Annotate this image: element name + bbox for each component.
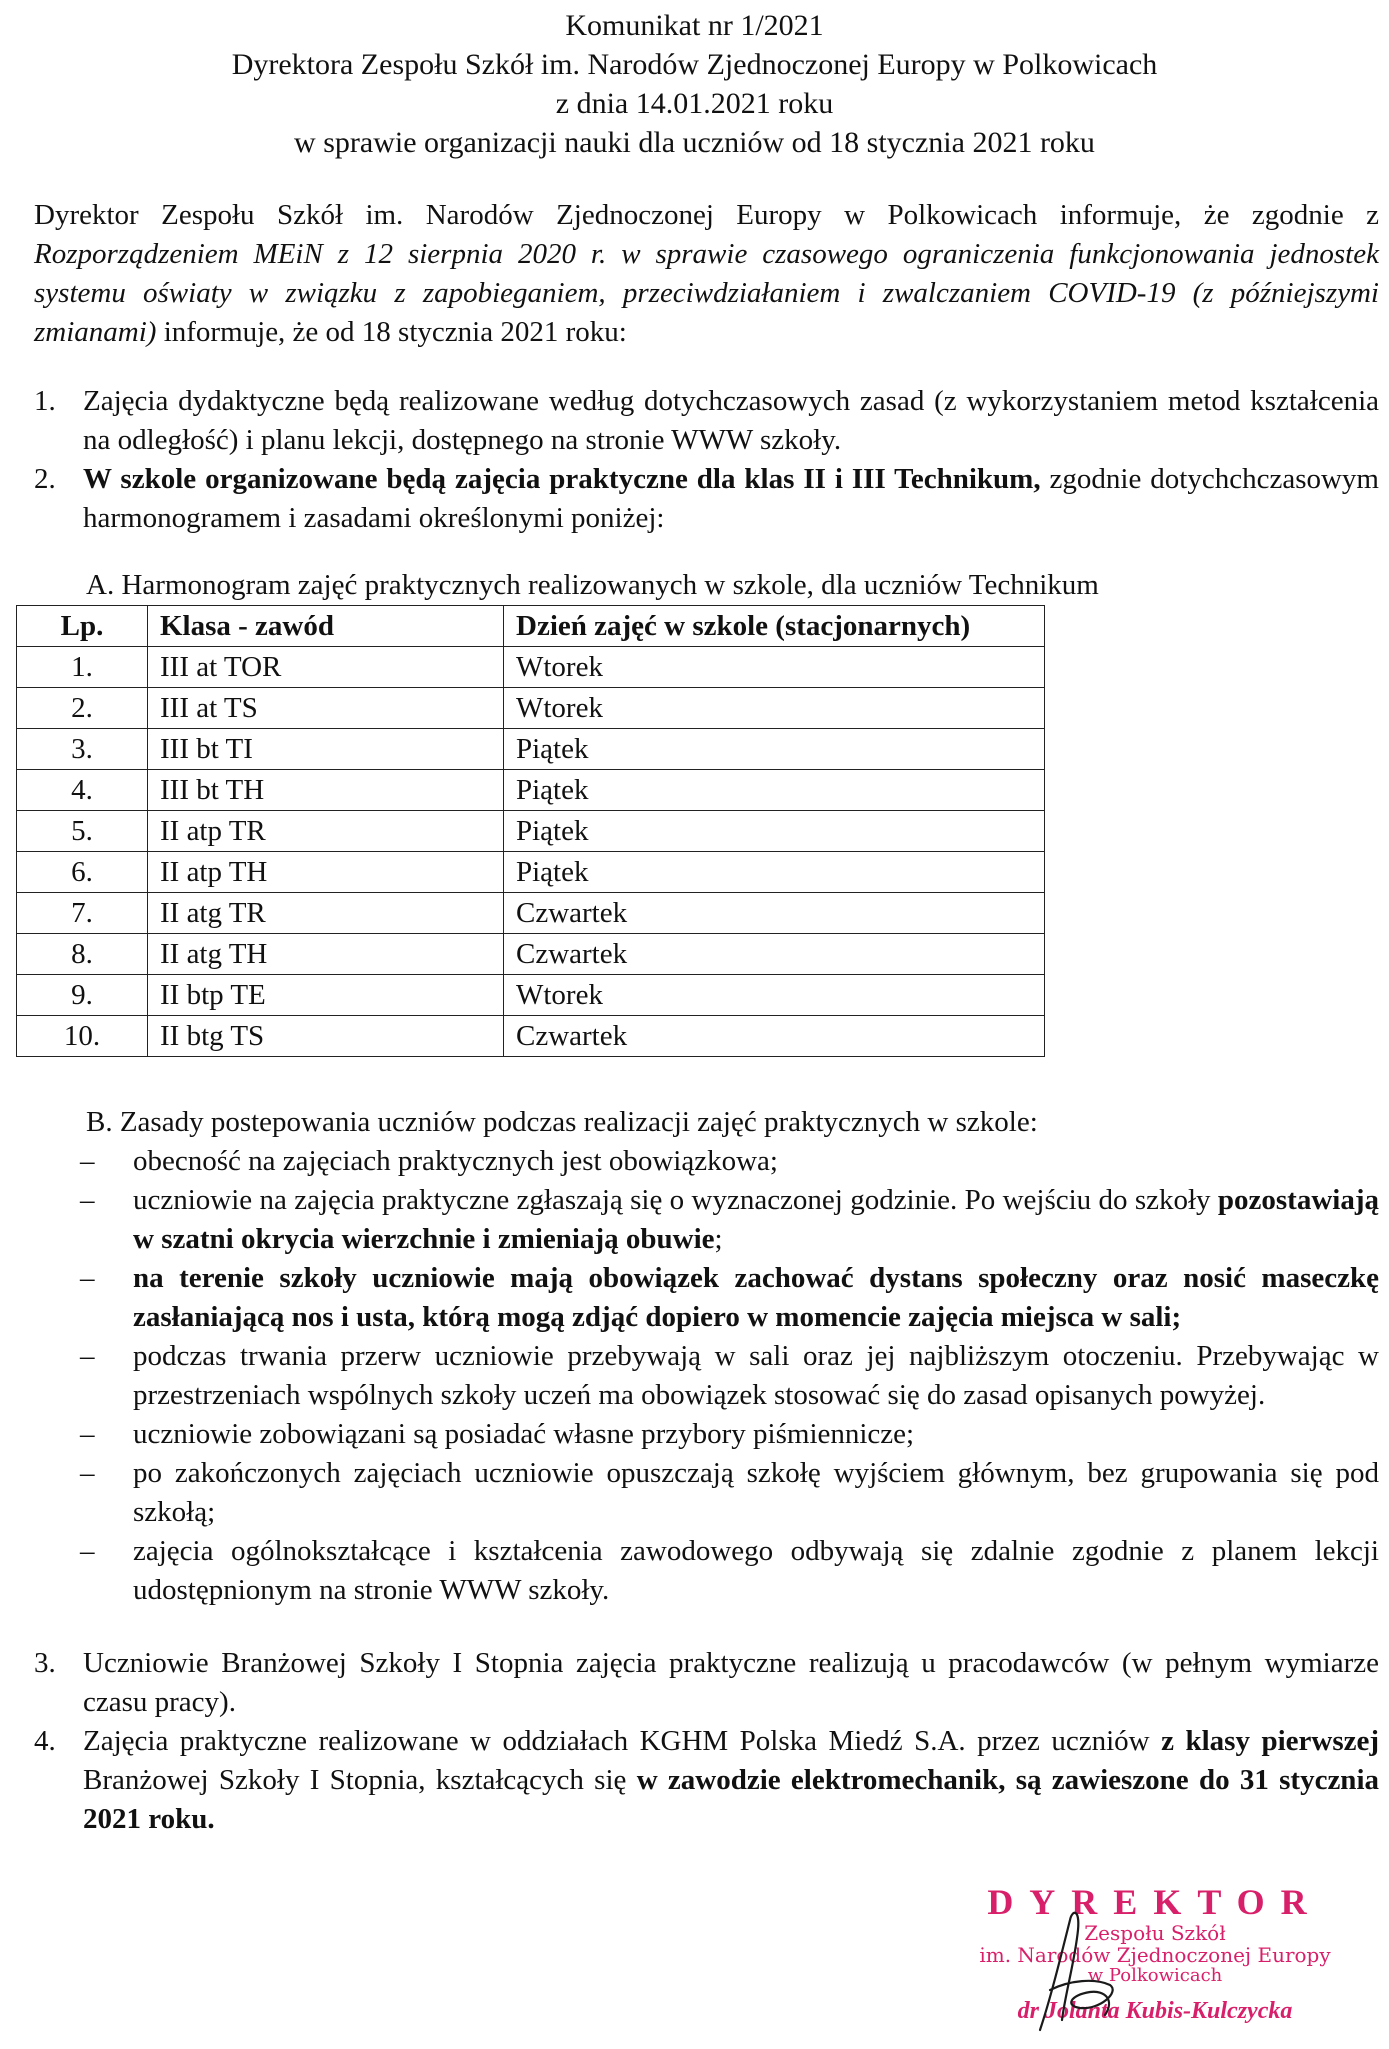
cell-class: III at TS (148, 688, 504, 729)
list-text: zgodnie dotychchczasowym harmonogramem i zasadami określonymi poniżej: (83, 463, 1379, 534)
dash-bullet: – (80, 1262, 95, 1294)
cell-day: Wtorek (504, 647, 1045, 688)
cell-class: III bt TH (148, 770, 504, 811)
cell-day: Piątek (504, 770, 1045, 811)
rule-text-bold: na terenie szkoły uczniowie mają obowiązek zachować dystans społeczny oraz nosić maseczkę zasłaniającą nos i usta, którą mogą zdjąć dopiero w momencie zajęcia miejsca w sali; (133, 1262, 1379, 1333)
intro-text-end: informuje, że od 18 stycznia 2021 roku: (156, 316, 627, 348)
cell-lp: 5. (17, 811, 148, 852)
table-row (17, 811, 1045, 852)
cell-day: Wtorek (504, 975, 1045, 1016)
rule-item (80, 1259, 1379, 1337)
list-item-3 (34, 1644, 1379, 1722)
col-header-class: Klasa - zawód (148, 606, 504, 647)
intro-text-start: Dyrektor Zespołu Szkół im. Narodów Zjednoczonej Europy w Polkowicach informuje, że zgodnie z (34, 199, 1379, 231)
table-row (17, 647, 1045, 688)
cell-class: II atg TR (148, 893, 504, 934)
cell-day: Piątek (504, 811, 1045, 852)
table-row (17, 893, 1045, 934)
stamp-line-city: w Polkowicach (1087, 1965, 1223, 1986)
list-item-4 (34, 1722, 1379, 1839)
list-text: Branżowej Szkoły I Stopnia, kształcących się (83, 1764, 637, 1796)
dash-bullet: – (80, 1340, 95, 1372)
list-text: Zajęcia praktyczne realizowane w oddziałach KGHM Polska Miedź S.A. przez uczniów (83, 1725, 1162, 1757)
rule-item (80, 1142, 1379, 1181)
stamp-line-name: im. Narodów Zjednoczonej Europy (979, 1943, 1331, 1967)
stamp-director-name: dr Jolanta Kubis-Kulczycka (1017, 1998, 1293, 2024)
cell-lp: 2. (17, 688, 148, 729)
table-row (17, 1016, 1045, 1057)
cell-lp: 9. (17, 975, 148, 1016)
col-header-day: Dzień zajęć w szkole (stacjonarnych) (504, 606, 1045, 647)
cell-lp: 10. (17, 1016, 148, 1057)
cell-lp: 6. (17, 852, 148, 893)
table-row (17, 770, 1045, 811)
rule-item (80, 1532, 1379, 1610)
cell-class: II atp TH (148, 852, 504, 893)
list-item-1 (34, 382, 1379, 460)
cell-lp: 8. (17, 934, 148, 975)
cell-class: II atp TR (148, 811, 504, 852)
list-item-2 (34, 460, 1379, 538)
rule-text: uczniowie zobowiązani są posiadać własne przybory piśmiennicze; (133, 1418, 915, 1450)
table-row (17, 975, 1045, 1016)
list-number: 3. (34, 1647, 56, 1679)
stamp-line-school: Zespołu Szkół (1084, 1921, 1226, 1945)
rule-text-end: ; (714, 1223, 723, 1255)
rule-text: po zakończonych zajęciach uczniowie opuszczają szkołę wyjściem głównym, bez grupowania się pod szkołą; (133, 1457, 1379, 1528)
rule-text-bold: pozostawiają w szatni okrycia wierzchnie i zmieniają obuwie (133, 1184, 1379, 1255)
stamp-title: DYREKTOR (987, 1882, 1323, 1922)
list-number: 2. (34, 463, 56, 495)
cell-lp: 3. (17, 729, 148, 770)
table-row (17, 852, 1045, 893)
rule-text: zajęcia ogólnokształcące i kształcenia zawodowego odbywają się zdalnie zgodnie z planem lekcji udostępnionym na stronie WWW szkoły. (133, 1535, 1379, 1606)
section-a-title: A. Harmonogram zajęć praktycznych realizowanych w szkole, dla uczniów Technikum (86, 569, 1099, 601)
cell-day: Piątek (504, 852, 1045, 893)
schedule-table (16, 605, 1045, 1057)
document-header (0, 6, 1389, 162)
cell-class: II btp TE (148, 975, 504, 1016)
cell-class: III at TOR (148, 647, 504, 688)
dash-bullet: – (80, 1145, 95, 1177)
dash-bullet: – (80, 1535, 95, 1567)
col-header-lp: Lp. (17, 606, 148, 647)
list-text: Zajęcia dydaktyczne będą realizowane według dotychczasowych zasad (z wykorzystaniem metod kształcenia na odległość) i planu lekcji, dostępnego na stronie WWW szkoły. (83, 385, 1379, 456)
signature-icon (1010, 1900, 1130, 2040)
header-issuer: Dyrektora Zespołu Szkół im. Narodów Zjednoczonej Europy w Polkowicach (231, 48, 1158, 81)
rule-item (80, 1454, 1379, 1532)
cell-lp: 7. (17, 893, 148, 934)
list-text-bold: z klasy pierwszej (1161, 1725, 1379, 1757)
cell-day: Wtorek (504, 688, 1045, 729)
intro-paragraph (34, 196, 1379, 352)
rule-item (80, 1337, 1379, 1415)
rule-text: obecność na zajęciach praktycznych jest obowiązkowa; (133, 1145, 778, 1177)
dash-bullet: – (80, 1418, 95, 1450)
list-number: 4. (34, 1725, 56, 1757)
list-text: Uczniowie Branżowej Szkoły I Stopnia zajęcia praktyczne realizują u pracodawców (w pełnym wymiarze czasu pracy). (83, 1647, 1379, 1718)
cell-day: Czwartek (504, 893, 1045, 934)
rule-item (80, 1181, 1379, 1259)
dash-bullet: – (80, 1184, 95, 1216)
header-title: Komunikat nr 1/2021 (565, 9, 824, 42)
cell-class: II btg TS (148, 1016, 504, 1057)
rule-text: podczas trwania przerw uczniowie przebywają w sali oraz jej najbliższym otoczeniu. Przebywając w przestrzeniach wspólnych szkoły uczeń ma obowiązek stosować się do zasad opisanych powyżej. (133, 1340, 1379, 1411)
list-text-bold: w zawodzie elektromechanik, są zawieszone do 31 stycznia 2021 roku. (83, 1764, 1379, 1835)
cell-class: II atg TH (148, 934, 504, 975)
cell-day: Czwartek (504, 934, 1045, 975)
table-row (17, 934, 1045, 975)
cell-lp: 1. (17, 647, 148, 688)
rule-text: uczniowie na zajęcia praktyczne zgłaszają się o wyznaczonej godzinie. Po wejściu do szkoły (133, 1184, 1218, 1216)
list-number: 1. (34, 385, 56, 417)
cell-lp: 4. (17, 770, 148, 811)
table-header-row (17, 606, 1045, 647)
header-date: z dnia 14.01.2021 roku (555, 87, 834, 120)
cell-class: III bt TI (148, 729, 504, 770)
intro-regulation: Rozporządzeniem MEiN z 12 sierpnia 2020 r. w sprawie czasowego ograniczenia funkcjonowania jednostek systemu oświaty w związku z zapobieganiem, przeciwdziałaniem i zwalczaniem COVID-19 (z późniejszymi zmianami) (34, 238, 1379, 348)
table-row (17, 688, 1045, 729)
header-subject: w sprawie organizacji nauki dla uczniów od 18 stycznia 2021 roku (294, 126, 1095, 159)
dash-bullet: – (80, 1457, 95, 1489)
table-row (17, 729, 1045, 770)
rule-item (80, 1415, 1379, 1454)
section-b-title: B. Zasady postepowania uczniów podczas realizacji zajęć praktycznych w szkole: (86, 1106, 1038, 1138)
list-text-bold: W szkole organizowane będą zajęcia praktyczne dla klas II i III Technikum, (83, 463, 1041, 495)
cell-day: Piątek (504, 729, 1045, 770)
cell-day: Czwartek (504, 1016, 1045, 1057)
